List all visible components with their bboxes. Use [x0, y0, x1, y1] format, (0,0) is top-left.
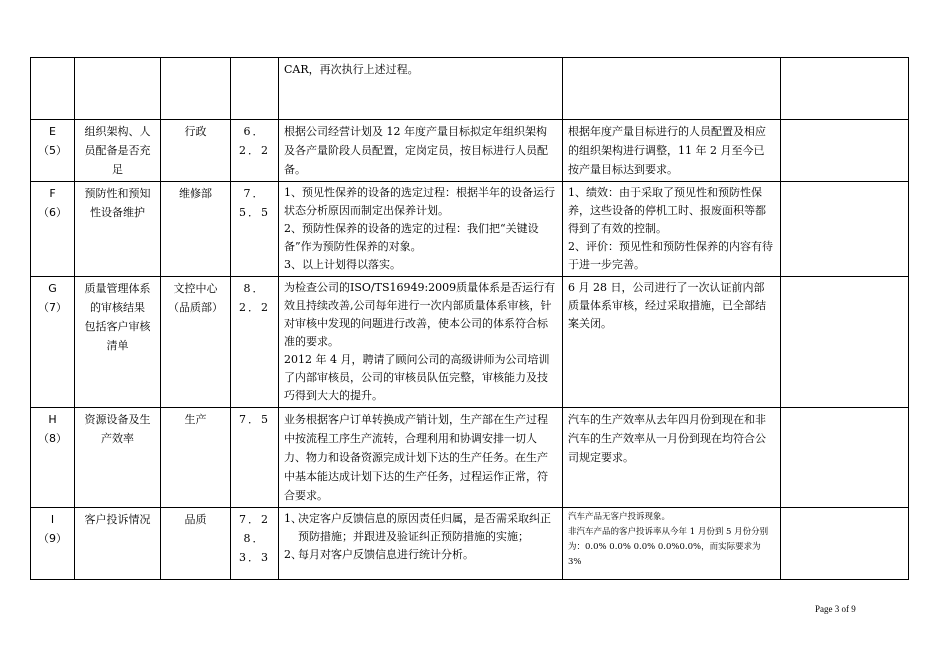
- clause-cell: 6．2．2: [231, 120, 279, 182]
- result-cell: [563, 58, 781, 120]
- item-cell: 组织架构、人员配备是否充足: [75, 120, 161, 182]
- description-text: 2012 年 4 月，聘请了顾问公司的高级讲师为公司培训了内部审核员，公司的审核员队伍完整，审核能力及技巧得到大大的提升。: [284, 353, 550, 402]
- table-row: [31, 58, 909, 120]
- clause-cell: [231, 58, 279, 120]
- row-id-cell: [31, 182, 75, 277]
- item-cell: [75, 58, 161, 120]
- row-id-letter: E: [49, 125, 56, 138]
- table-row: [31, 508, 909, 580]
- row-id-cell: [31, 277, 75, 408]
- table-row: [31, 182, 909, 277]
- result-text: 汽车的生产效率从去年四月份到现在和非汽车的生产效率从一月份到现在均符合公司规定要求。: [568, 413, 766, 464]
- item-text-secondary: 包括客户审核清单: [84, 320, 151, 352]
- description-cell: [279, 277, 563, 408]
- description-text: CAR，再次执行上述过程。: [284, 63, 419, 76]
- row-id-cell: [31, 508, 75, 580]
- description-text: 为检查公司的ISO/TS16949:2009质量体系是否运行有效且持续改善,公司每年进行一次内部质量体系审核，针对审核中发现的问题进行改善，使本公司的体系符合标准的要求。: [284, 281, 556, 348]
- description-text: 业务根据客户订单转换成产销计划，生产部在生产过程中按流程工序生产流转，合理利用和协调安排一切人力、物力和设备资源完成计划下达的生产任务。在生产中基本能达成计划下达的生产任务，过程运作正常，符合要求。: [284, 413, 548, 502]
- result-text: 汽车产品无客户投诉现象。: [568, 512, 671, 522]
- page-number: Page 3 of 9: [815, 604, 856, 614]
- clause-text-secondary: 8．3．3: [239, 532, 270, 564]
- description-text: 2、预防性保养的设备的选定的过程：我们把“关键设备”作为预防性保养的对象。: [284, 222, 539, 253]
- row-id-cell: [31, 408, 75, 508]
- extra-cell: [781, 408, 909, 508]
- description-cell: [279, 182, 563, 277]
- list-item: [284, 546, 557, 564]
- result-cell: [563, 277, 781, 408]
- row-id-letter: I: [50, 513, 55, 526]
- result-text: 根据年度产量目标进行的人员配置及相应的组织架构进行调整，11 年 2 月至今已按产量目标达到要求。: [568, 125, 766, 176]
- dept-cell: 生产: [161, 408, 231, 508]
- description-cell: [279, 120, 563, 182]
- result-text: 6 月 28 日，公司进行了一次认证前内部质量体系审核，经过采取措施，已全部结案关闭。: [568, 281, 766, 330]
- extra-cell: [781, 277, 909, 408]
- result-cell: [563, 508, 781, 580]
- clause-cell: 7．5．5: [231, 182, 279, 277]
- row-id-letter: G: [48, 282, 57, 295]
- dept-cell: [161, 58, 231, 120]
- list-text: 决定客户反馈信息的原因责任归属，是否需采取纠正预防措施；并跟进及验证纠正预防措施的实施；: [298, 512, 551, 543]
- dept-cell: 品质: [161, 508, 231, 580]
- row-id-number: （6）: [38, 206, 67, 219]
- description-cell: [279, 508, 563, 580]
- list-number: 1、: [284, 512, 302, 525]
- table-row: [31, 408, 909, 508]
- clause-text: 7．2: [239, 513, 270, 526]
- row-id-cell: [31, 58, 75, 120]
- dept-text-secondary: （品质部）: [168, 301, 223, 314]
- result-text: 2、评价：预见性和预防性保养的内容有待于进一步完善。: [568, 240, 773, 271]
- result-text: 1、绩效：由于采取了预见性和预防性保养，这些设备的停机工时、报废面积等都得到了有效的控制。: [568, 186, 766, 235]
- review-table: [30, 57, 909, 580]
- extra-cell: [781, 182, 909, 277]
- description-text: 根据公司经营计划及 12 年度产量目标拟定年组织架构及各产量阶段人员配置，定岗定员，按目标进行人员配备。: [284, 125, 548, 176]
- dept-cell: [161, 277, 231, 408]
- item-cell: 客户投诉情况: [75, 508, 161, 580]
- row-id-number: （5）: [38, 144, 67, 157]
- extra-cell: [781, 58, 909, 120]
- item-cell: 资源设备及生产效率: [75, 408, 161, 508]
- clause-cell: 8．2．2: [231, 277, 279, 408]
- row-id-number: （8）: [38, 432, 67, 445]
- list-number: 2、: [284, 548, 302, 561]
- description-cell: [279, 58, 563, 120]
- row-id-letter: F: [49, 187, 56, 200]
- row-id-number: （9）: [38, 532, 67, 545]
- dept-text: 文控中心: [173, 282, 218, 295]
- extra-cell: [781, 120, 909, 182]
- row-id-cell: [31, 120, 75, 182]
- clause-cell: [231, 508, 279, 580]
- result-cell: [563, 182, 781, 277]
- row-id-letter: H: [48, 413, 57, 426]
- table-row: [31, 120, 909, 182]
- dept-cell: 行政: [161, 120, 231, 182]
- item-cell: 预防性和预知性设备维护: [75, 182, 161, 277]
- result-text: 非汽车产品的客户投诉率从今年 1 月份到 5 月份分别为：0.0% 0.0% 0.0% 0.0%0.0%，而实际要求为 3%: [568, 527, 769, 567]
- description-text: 3、以上计划得以落实。: [284, 258, 401, 271]
- list-item: [284, 510, 557, 546]
- description-text: 1、预见性保养的设备的选定过程：根据半年的设备运行状态分析原因而制定出保养计划。: [284, 186, 555, 217]
- clause-cell: 7．5: [231, 408, 279, 508]
- result-cell: [563, 408, 781, 508]
- extra-cell: [781, 508, 909, 580]
- result-cell: [563, 120, 781, 182]
- item-text: 质量管理体系的审核结果: [84, 282, 151, 314]
- row-id-number: （7）: [38, 301, 67, 314]
- description-cell: [279, 408, 563, 508]
- dept-cell: 维修部: [161, 182, 231, 277]
- item-cell: [75, 277, 161, 408]
- list-text: 每月对客户反馈信息进行统计分析。: [298, 548, 474, 561]
- table-row: [31, 277, 909, 408]
